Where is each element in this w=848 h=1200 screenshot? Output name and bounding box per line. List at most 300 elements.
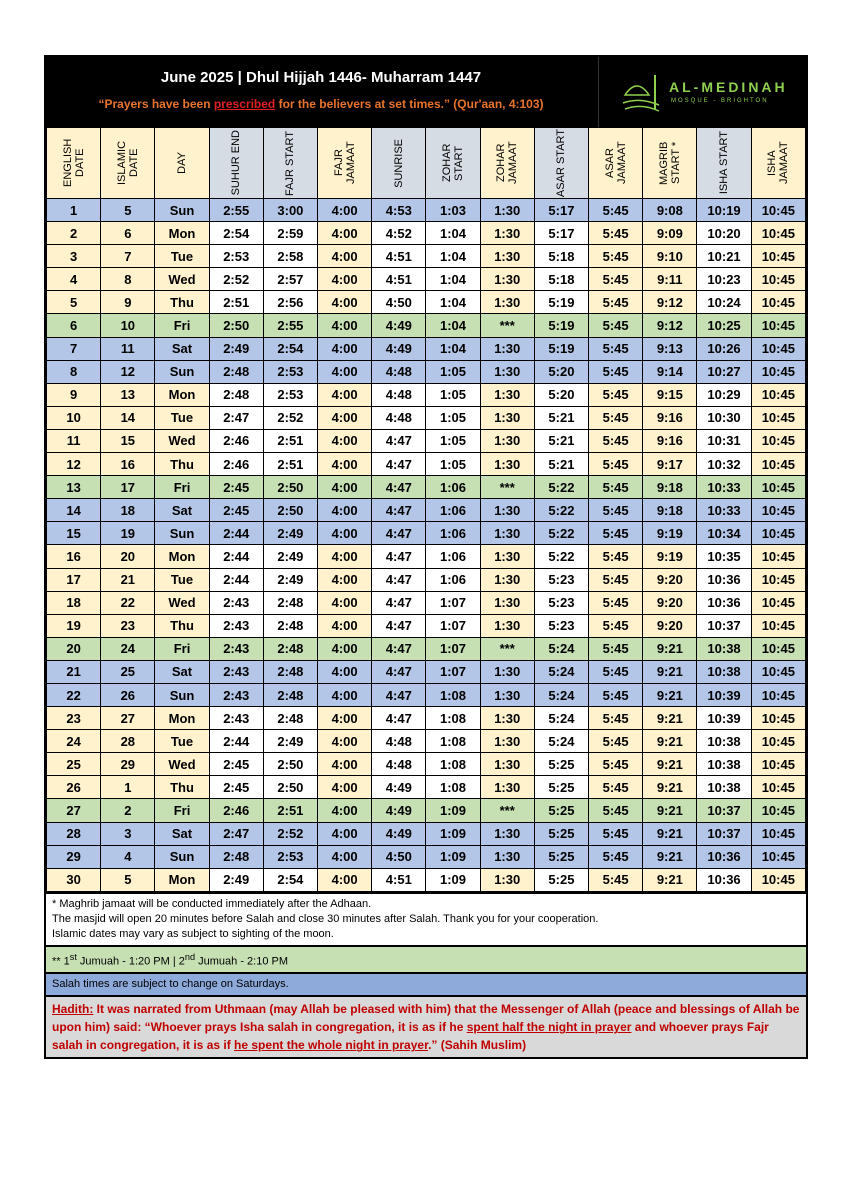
table-cell: *** bbox=[480, 314, 534, 337]
table-cell: 10:45 bbox=[751, 291, 805, 314]
column-header bbox=[751, 128, 805, 199]
table-cell: 10:45 bbox=[751, 868, 805, 891]
table-cell: 4:00 bbox=[318, 429, 372, 452]
table-cell: 10:45 bbox=[751, 614, 805, 637]
table-cell: 2:52 bbox=[263, 406, 317, 429]
table-cell: 1:06 bbox=[426, 499, 480, 522]
table-cell: 10:21 bbox=[697, 245, 751, 268]
table-cell: 2:49 bbox=[263, 730, 317, 753]
table-cell: 10:45 bbox=[751, 683, 805, 706]
table-cell: 9:13 bbox=[643, 337, 697, 360]
table-cell: 9:20 bbox=[643, 614, 697, 637]
table-cell: 10:45 bbox=[751, 522, 805, 545]
table-cell: 1:05 bbox=[426, 360, 480, 383]
table-cell: 4:00 bbox=[318, 476, 372, 499]
table-cell: 4:00 bbox=[318, 868, 372, 891]
table-cell: Tue bbox=[155, 568, 209, 591]
table-cell: 10:37 bbox=[697, 614, 751, 637]
table-cell: 4:47 bbox=[372, 453, 426, 476]
table-cell: 4:00 bbox=[318, 660, 372, 683]
table-cell: 4:00 bbox=[318, 406, 372, 429]
table-cell: 5:19 bbox=[534, 314, 588, 337]
table-cell: 10:33 bbox=[697, 499, 751, 522]
table-cell: 5:24 bbox=[534, 660, 588, 683]
column-header-label: ZOHAR START bbox=[441, 143, 466, 183]
table-cell: 1:08 bbox=[426, 753, 480, 776]
table-cell: 2:46 bbox=[209, 453, 263, 476]
table-cell: 9:12 bbox=[643, 291, 697, 314]
logo-name: AL-MEDINAH bbox=[669, 79, 788, 95]
table-row bbox=[47, 868, 806, 891]
table-cell: 10:36 bbox=[697, 868, 751, 891]
table-cell: 24 bbox=[47, 730, 101, 753]
table-cell: 2:43 bbox=[209, 591, 263, 614]
table-cell: Sat bbox=[155, 499, 209, 522]
table-cell: 30 bbox=[47, 868, 101, 891]
table-cell: 5 bbox=[47, 291, 101, 314]
table-cell: 1:30 bbox=[480, 753, 534, 776]
table-cell: 4:00 bbox=[318, 730, 372, 753]
table-cell: 4:00 bbox=[318, 753, 372, 776]
jumuah-text: ** 1 bbox=[52, 955, 70, 968]
table-cell: 2:54 bbox=[263, 868, 317, 891]
table-cell: 4:00 bbox=[318, 614, 372, 637]
table-cell: 5:20 bbox=[534, 360, 588, 383]
table-cell: 2:48 bbox=[263, 591, 317, 614]
table-cell: 9:20 bbox=[643, 591, 697, 614]
table-cell: 1:04 bbox=[426, 222, 480, 245]
table-cell: 10:38 bbox=[697, 753, 751, 776]
column-header-label: ZOHAR JAMAAT bbox=[495, 141, 520, 185]
table-cell: 9:15 bbox=[643, 383, 697, 406]
table-cell: Sun bbox=[155, 199, 209, 222]
column-header bbox=[589, 128, 643, 199]
table-row bbox=[47, 245, 806, 268]
table-cell: 4:47 bbox=[372, 545, 426, 568]
table-cell: *** bbox=[480, 799, 534, 822]
table-row bbox=[47, 499, 806, 522]
table-cell: 1:04 bbox=[426, 268, 480, 291]
table-cell: 5:45 bbox=[589, 476, 643, 499]
table-cell: 2:50 bbox=[263, 776, 317, 799]
table-cell: 10:45 bbox=[751, 591, 805, 614]
table-cell: 8 bbox=[47, 360, 101, 383]
table-cell: 1:05 bbox=[426, 383, 480, 406]
table-cell: 4:48 bbox=[372, 383, 426, 406]
timetable-header bbox=[46, 57, 806, 127]
table-cell: 10:35 bbox=[697, 545, 751, 568]
table-cell: 2:48 bbox=[209, 383, 263, 406]
table-cell: 1:30 bbox=[480, 268, 534, 291]
table-cell: 9:21 bbox=[643, 707, 697, 730]
table-cell: 1:08 bbox=[426, 730, 480, 753]
table-cell: 9:18 bbox=[643, 476, 697, 499]
table-cell: 28 bbox=[47, 822, 101, 845]
table-cell: 1:06 bbox=[426, 476, 480, 499]
table-cell: 4:00 bbox=[318, 568, 372, 591]
table-cell: 4:00 bbox=[318, 268, 372, 291]
table-cell: 2:44 bbox=[209, 545, 263, 568]
table-cell: 5:22 bbox=[534, 499, 588, 522]
table-cell: 1:05 bbox=[426, 406, 480, 429]
table-cell: 2:52 bbox=[209, 268, 263, 291]
table-cell: 10:45 bbox=[751, 453, 805, 476]
table-cell: Thu bbox=[155, 776, 209, 799]
note-maghrib: * Maghrib jamaat will be conducted immediately after the Adhaan. bbox=[52, 897, 372, 910]
table-cell: 4:00 bbox=[318, 683, 372, 706]
table-cell: 5:45 bbox=[589, 568, 643, 591]
mosque-dome-icon bbox=[619, 73, 663, 113]
table-cell: 9:21 bbox=[643, 845, 697, 868]
table-row bbox=[47, 268, 806, 291]
table-cell: 4:50 bbox=[372, 845, 426, 868]
table-row bbox=[47, 314, 806, 337]
table-row bbox=[47, 707, 806, 730]
table-row bbox=[47, 568, 806, 591]
table-cell: 2:53 bbox=[263, 360, 317, 383]
table-cell: 5:23 bbox=[534, 568, 588, 591]
table-cell: 5:24 bbox=[534, 637, 588, 660]
column-header bbox=[426, 128, 480, 199]
table-cell: 2:46 bbox=[209, 799, 263, 822]
notes-box bbox=[46, 892, 806, 945]
table-cell: Thu bbox=[155, 291, 209, 314]
table-cell: 2:48 bbox=[263, 683, 317, 706]
table-cell: 9:21 bbox=[643, 753, 697, 776]
table-cell: 5:45 bbox=[589, 199, 643, 222]
table-cell: 19 bbox=[47, 614, 101, 637]
table-cell: 2:48 bbox=[263, 614, 317, 637]
table-cell: 1:05 bbox=[426, 429, 480, 452]
table-cell: Sun bbox=[155, 360, 209, 383]
table-cell: 2:45 bbox=[209, 476, 263, 499]
table-cell: 2:43 bbox=[209, 614, 263, 637]
table-cell: 5:45 bbox=[589, 753, 643, 776]
table-cell: 7 bbox=[101, 245, 155, 268]
table-cell: 4:00 bbox=[318, 822, 372, 845]
table-row bbox=[47, 522, 806, 545]
table-cell: 9:21 bbox=[643, 730, 697, 753]
table-cell: 5:22 bbox=[534, 476, 588, 499]
table-cell: 1:09 bbox=[426, 822, 480, 845]
table-cell: 1:06 bbox=[426, 522, 480, 545]
table-cell: 1:30 bbox=[480, 383, 534, 406]
table-cell: 4:48 bbox=[372, 730, 426, 753]
table-cell: 1:30 bbox=[480, 683, 534, 706]
table-cell: 4:00 bbox=[318, 499, 372, 522]
table-cell: 10:23 bbox=[697, 268, 751, 291]
table-cell: 1:30 bbox=[480, 614, 534, 637]
table-row bbox=[47, 337, 806, 360]
table-cell: 10 bbox=[101, 314, 155, 337]
table-cell: 10:45 bbox=[751, 245, 805, 268]
table-cell: 9:19 bbox=[643, 545, 697, 568]
jumuah-text: Jumuah - 2:10 PM bbox=[195, 955, 289, 968]
table-cell: 1:30 bbox=[480, 707, 534, 730]
table-cell: 2:48 bbox=[263, 707, 317, 730]
table-cell: 2:52 bbox=[263, 822, 317, 845]
table-cell: 1:09 bbox=[426, 799, 480, 822]
table-cell: 10:38 bbox=[697, 776, 751, 799]
table-cell: 5:23 bbox=[534, 591, 588, 614]
table-cell: 10:20 bbox=[697, 222, 751, 245]
table-cell: 2:54 bbox=[209, 222, 263, 245]
table-cell: 16 bbox=[47, 545, 101, 568]
table-cell: 6 bbox=[101, 222, 155, 245]
table-cell: 1:30 bbox=[480, 730, 534, 753]
table-cell: 25 bbox=[47, 753, 101, 776]
table-cell: 1:30 bbox=[480, 453, 534, 476]
table-cell: 28 bbox=[101, 730, 155, 753]
table-cell: 10:25 bbox=[697, 314, 751, 337]
table-cell: Wed bbox=[155, 591, 209, 614]
table-cell: Thu bbox=[155, 614, 209, 637]
table-row bbox=[47, 753, 806, 776]
table-cell: 9:18 bbox=[643, 499, 697, 522]
table-cell: 1:30 bbox=[480, 522, 534, 545]
table-cell: 2:53 bbox=[263, 845, 317, 868]
table-cell: 2:44 bbox=[209, 730, 263, 753]
table-cell: 10:45 bbox=[751, 406, 805, 429]
table-cell: 5 bbox=[101, 199, 155, 222]
table-row bbox=[47, 776, 806, 799]
table-cell: 9 bbox=[101, 291, 155, 314]
table-cell: 10:45 bbox=[751, 268, 805, 291]
table-cell: 9:21 bbox=[643, 868, 697, 891]
table-cell: 2:43 bbox=[209, 637, 263, 660]
table-cell: 10:45 bbox=[751, 199, 805, 222]
table-cell: 10:45 bbox=[751, 799, 805, 822]
table-cell: 10:45 bbox=[751, 660, 805, 683]
column-header-label: ENGLISH DATE bbox=[61, 138, 86, 188]
table-cell: 1:30 bbox=[480, 776, 534, 799]
table-cell: 20 bbox=[101, 545, 155, 568]
table-cell: 1:06 bbox=[426, 568, 480, 591]
table-cell: 16 bbox=[101, 453, 155, 476]
table-cell: 9:19 bbox=[643, 522, 697, 545]
table-cell: 10:45 bbox=[751, 429, 805, 452]
table-cell: 14 bbox=[101, 406, 155, 429]
table-cell: 4:48 bbox=[372, 360, 426, 383]
table-cell: 9:10 bbox=[643, 245, 697, 268]
table-cell: 5:22 bbox=[534, 545, 588, 568]
table-cell: 2:45 bbox=[209, 753, 263, 776]
hadith-text: and whoever prays Fajr salah in congregation, it is as if bbox=[52, 1020, 769, 1053]
table-cell: 10:19 bbox=[697, 199, 751, 222]
table-cell: 1:04 bbox=[426, 337, 480, 360]
table-row bbox=[47, 845, 806, 868]
column-header bbox=[318, 128, 372, 199]
table-row bbox=[47, 730, 806, 753]
table-cell: 9:12 bbox=[643, 314, 697, 337]
table-cell: 10:45 bbox=[751, 360, 805, 383]
table-cell: 5:24 bbox=[534, 730, 588, 753]
table-cell: 2:55 bbox=[209, 199, 263, 222]
table-cell: 4:47 bbox=[372, 429, 426, 452]
table-cell: Fri bbox=[155, 637, 209, 660]
table-cell: 9:21 bbox=[643, 683, 697, 706]
table-cell: Thu bbox=[155, 453, 209, 476]
table-cell: 10:37 bbox=[697, 799, 751, 822]
column-header-label: ASAR JAMAAT bbox=[603, 141, 628, 185]
column-header-label: MAGRIB START * bbox=[657, 141, 682, 185]
table-cell: 10:37 bbox=[697, 822, 751, 845]
column-header bbox=[697, 128, 751, 199]
table-row bbox=[47, 637, 806, 660]
table-cell: 1 bbox=[47, 199, 101, 222]
table-cell: 4:00 bbox=[318, 591, 372, 614]
table-cell: 12 bbox=[47, 453, 101, 476]
table-cell: 5:45 bbox=[589, 637, 643, 660]
table-cell: 5:45 bbox=[589, 291, 643, 314]
table-cell: 4:49 bbox=[372, 799, 426, 822]
table-cell: 1:30 bbox=[480, 845, 534, 868]
table-cell: *** bbox=[480, 637, 534, 660]
table-cell: 2:49 bbox=[209, 868, 263, 891]
table-cell: 5:45 bbox=[589, 868, 643, 891]
column-header-label: SUHUR END bbox=[230, 130, 243, 196]
table-cell: 10:38 bbox=[697, 660, 751, 683]
hadith-label: Hadith: bbox=[52, 1002, 94, 1017]
mosque-logo bbox=[598, 57, 809, 127]
table-cell: 7 bbox=[47, 337, 101, 360]
table-cell: 10:45 bbox=[751, 707, 805, 730]
table-cell: 5:45 bbox=[589, 845, 643, 868]
table-cell: 1:05 bbox=[426, 453, 480, 476]
table-cell: 9 bbox=[47, 383, 101, 406]
table-cell: 10:39 bbox=[697, 707, 751, 730]
table-cell: 5:45 bbox=[589, 360, 643, 383]
table-cell: 5:18 bbox=[534, 268, 588, 291]
table-row bbox=[47, 822, 806, 845]
table-cell: 5:45 bbox=[589, 268, 643, 291]
table-cell: 1:08 bbox=[426, 776, 480, 799]
table-cell: 5:25 bbox=[534, 753, 588, 776]
table-cell: 4:00 bbox=[318, 845, 372, 868]
table-cell: 1:30 bbox=[480, 245, 534, 268]
table-cell: 9:08 bbox=[643, 199, 697, 222]
table-cell: 5:45 bbox=[589, 314, 643, 337]
table-cell: Wed bbox=[155, 268, 209, 291]
table-cell: 2:48 bbox=[263, 637, 317, 660]
table-cell: 4:49 bbox=[372, 314, 426, 337]
table-row bbox=[47, 660, 806, 683]
table-cell: 4:48 bbox=[372, 406, 426, 429]
table-cell: 4 bbox=[47, 268, 101, 291]
table-cell: 2:47 bbox=[209, 822, 263, 845]
table-cell: 5:45 bbox=[589, 453, 643, 476]
table-cell: 10:34 bbox=[697, 522, 751, 545]
table-cell: 4:47 bbox=[372, 707, 426, 730]
table-cell: 2:51 bbox=[263, 429, 317, 452]
table-cell: 10:27 bbox=[697, 360, 751, 383]
table-cell: Tue bbox=[155, 245, 209, 268]
table-cell: Sat bbox=[155, 337, 209, 360]
table-cell: Mon bbox=[155, 383, 209, 406]
column-header bbox=[263, 128, 317, 199]
column-header-label: ISHA JAMAAT bbox=[766, 141, 791, 185]
table-cell: 10:36 bbox=[697, 591, 751, 614]
quote-text: “Prayers have been bbox=[98, 97, 214, 111]
table-cell: 9:11 bbox=[643, 268, 697, 291]
table-cell: Sun bbox=[155, 683, 209, 706]
table-cell: 24 bbox=[101, 637, 155, 660]
table-cell: Sat bbox=[155, 660, 209, 683]
table-cell: Fri bbox=[155, 799, 209, 822]
table-cell: 10:45 bbox=[751, 337, 805, 360]
table-row bbox=[47, 222, 806, 245]
table-cell: 1:09 bbox=[426, 845, 480, 868]
table-cell: 1:30 bbox=[480, 660, 534, 683]
table-cell: 4:47 bbox=[372, 476, 426, 499]
table-cell: 4 bbox=[101, 845, 155, 868]
table-cell: 10 bbox=[47, 406, 101, 429]
table-cell: 4:00 bbox=[318, 291, 372, 314]
column-header-label: ISLAMIC DATE bbox=[115, 141, 140, 186]
hadith-text: It was narrated from Uthmaan (may Allah be pleased with him) that the Messenger of Allah (peace and blessings of Allah be upon him) said: “Whoever prays Isha salah in congregation, it is as if he bbox=[52, 1002, 800, 1035]
table-cell: 2:46 bbox=[209, 429, 263, 452]
table-cell: 10:38 bbox=[697, 730, 751, 753]
quran-quote bbox=[46, 97, 596, 111]
table-cell: 5:24 bbox=[534, 707, 588, 730]
table-cell: 4:00 bbox=[318, 314, 372, 337]
table-cell: 5:45 bbox=[589, 545, 643, 568]
table-cell: 4:49 bbox=[372, 822, 426, 845]
table-row bbox=[47, 614, 806, 637]
table-cell: 2 bbox=[101, 799, 155, 822]
table-cell: 10:45 bbox=[751, 822, 805, 845]
table-cell: 4:00 bbox=[318, 337, 372, 360]
table-cell: 10:45 bbox=[751, 383, 805, 406]
table-cell: *** bbox=[480, 476, 534, 499]
table-row bbox=[47, 383, 806, 406]
table-cell: 27 bbox=[47, 799, 101, 822]
table-row bbox=[47, 360, 806, 383]
column-header bbox=[480, 128, 534, 199]
quote-text-end: for the believers at set times.” (Qur'aan, 4:103) bbox=[275, 97, 544, 111]
table-cell: 2:45 bbox=[209, 776, 263, 799]
table-cell: 1:04 bbox=[426, 291, 480, 314]
table-cell: 4:00 bbox=[318, 776, 372, 799]
table-cell: 2:58 bbox=[263, 245, 317, 268]
table-cell: 5:25 bbox=[534, 868, 588, 891]
table-cell: 10:45 bbox=[751, 545, 805, 568]
table-cell: 22 bbox=[47, 683, 101, 706]
table-row bbox=[47, 291, 806, 314]
table-cell: 5:45 bbox=[589, 730, 643, 753]
prayer-timetable bbox=[44, 55, 808, 1059]
table-cell: 1:30 bbox=[480, 360, 534, 383]
table-cell: 26 bbox=[47, 776, 101, 799]
table-cell: 2:53 bbox=[263, 383, 317, 406]
table-cell: 4:00 bbox=[318, 383, 372, 406]
table-cell: 4:49 bbox=[372, 337, 426, 360]
table-cell: 5:17 bbox=[534, 222, 588, 245]
table-cell: 5:45 bbox=[589, 383, 643, 406]
table-cell: 23 bbox=[101, 614, 155, 637]
table-cell: Wed bbox=[155, 429, 209, 452]
table-cell: 1:30 bbox=[480, 868, 534, 891]
table-cell: 1:30 bbox=[480, 568, 534, 591]
table-cell: 4:47 bbox=[372, 591, 426, 614]
table-cell: 4:00 bbox=[318, 360, 372, 383]
column-header bbox=[372, 128, 426, 199]
table-cell: 9:20 bbox=[643, 568, 697, 591]
table-cell: 6 bbox=[47, 314, 101, 337]
table-cell: 10:32 bbox=[697, 453, 751, 476]
table-cell: 9:21 bbox=[643, 822, 697, 845]
table-cell: 1:30 bbox=[480, 291, 534, 314]
